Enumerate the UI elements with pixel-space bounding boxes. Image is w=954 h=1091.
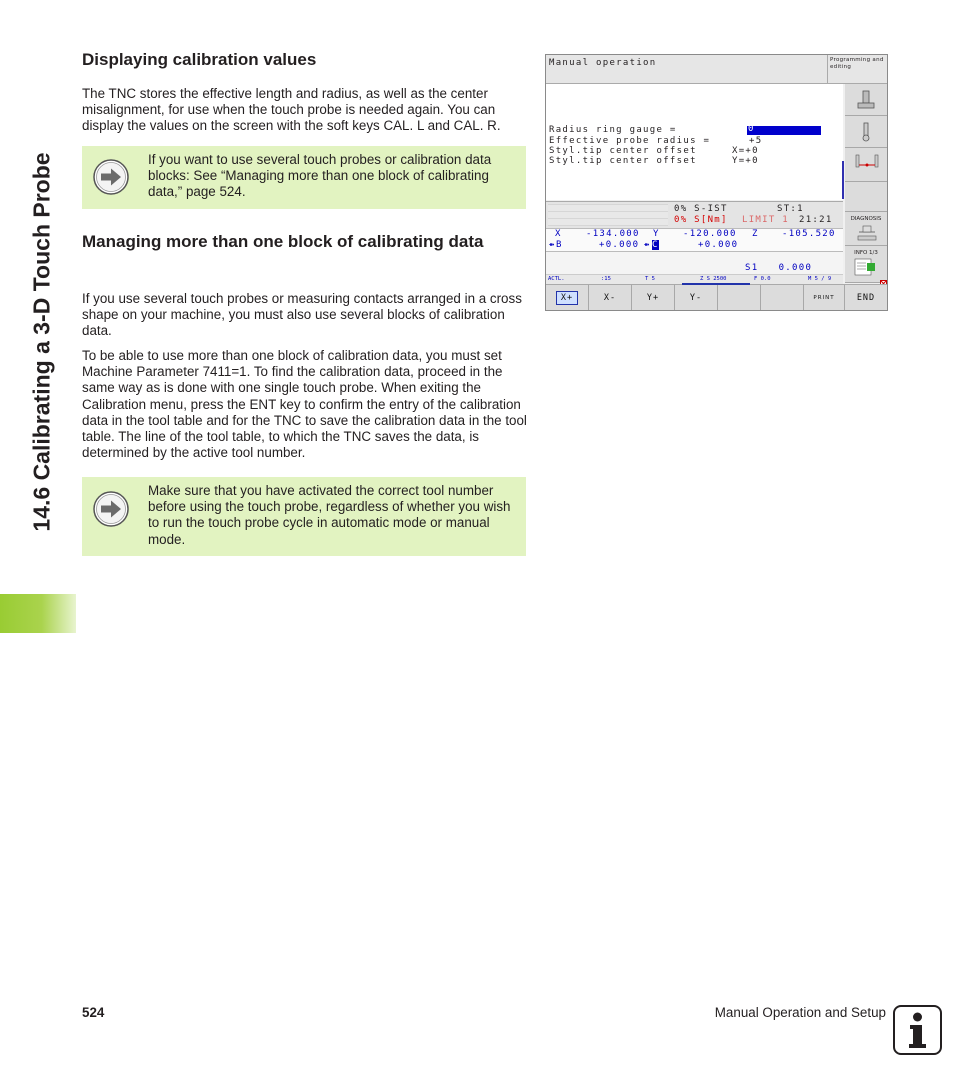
note-box-2 (82, 477, 526, 556)
note-text-2: Make sure that you have activated the correct tool number before using the touch probe, regardless of whether you wish to run the touch probe cycle in automatic mode or manual mode. (148, 483, 511, 547)
right-softkey-1[interactable] (845, 84, 887, 116)
arrow-right-icon (92, 158, 130, 196)
softkey-empty-6[interactable] (761, 284, 804, 310)
spindle-display: S1 0.000 (745, 263, 813, 273)
softkey-empty-5[interactable] (718, 284, 761, 310)
note-text-1: If you want to use several touch probes or calibration data blocks: See “Managing more than one block of calibrating data,” page 524. (148, 152, 492, 200)
softkey-row-indicator (682, 283, 750, 285)
counter-display: :15 (601, 276, 611, 282)
field-label-offset-x: Styl.tip center offset (549, 146, 697, 156)
axis-c-label: C (652, 240, 659, 250)
torque-display: 0% S[Nm] (674, 215, 728, 225)
right-softkey-info[interactable] (845, 246, 887, 283)
probe-length-icon (855, 89, 877, 111)
info-doc-icon (854, 257, 880, 277)
axis-y-value: -120.000 (683, 229, 737, 239)
mode-title: Manual operation (549, 58, 657, 68)
axis-c-value: +0.000 (698, 240, 739, 250)
actl-label: ACTL. (548, 276, 565, 282)
screen-main (546, 84, 843, 200)
right-softkey-3[interactable] (845, 148, 887, 182)
axis-y-label: Y (653, 229, 660, 239)
probe-radius-icon (855, 121, 877, 143)
axis-z-value: -105.520 (782, 229, 836, 239)
right-softkey-2[interactable] (845, 116, 887, 148)
input-highlight[interactable] (747, 126, 821, 135)
axis-positions: X -134.000 Y -120.000 Z -105.520 ⇻ B +0.000 ⇻ C +0.000 (546, 228, 843, 251)
field-label-radius: Effective probe radius = (549, 136, 711, 146)
right-softkey-diagnosis[interactable] (845, 212, 887, 246)
tool-t: T 5 (645, 276, 655, 282)
arrow-right-icon (92, 490, 130, 528)
axis-x-value: -134.000 (586, 229, 640, 239)
status-bargraph (548, 204, 668, 226)
screen-header (546, 55, 828, 84)
chapter-footer: Manual Operation and Setup (714, 1005, 886, 1020)
section2-paragraph-1: If you use several touch probes or measuring contacts arranged in a cross shape on your machine, you must also use several blocks of calibration data. (82, 291, 522, 339)
field-value-offset-x: X=+0 (732, 146, 759, 156)
section-heading-managing: Managing more than one block of calibrating data (82, 232, 484, 251)
side-title-text: 14.6 Calibrating a 3-D Touch Probe (28, 152, 55, 532)
status-bottom (546, 251, 843, 284)
axis-b-value: +0.000 (599, 240, 640, 250)
tnc-screenshot (545, 54, 888, 311)
note-box-1 (82, 146, 526, 209)
status-top (546, 201, 843, 228)
section-heading-displaying: Displaying calibration values (82, 50, 317, 69)
softkey-x-minus[interactable]: X- (589, 284, 632, 310)
scrollbar[interactable] (842, 161, 844, 199)
field-value-ring: 0 (748, 124, 755, 134)
feed-f: F 0.0 (754, 276, 771, 282)
axis-x-label: X (555, 229, 562, 239)
softkey-end[interactable]: END (845, 284, 887, 310)
diagnosis-icon (855, 224, 879, 242)
misc-m: M 5 / 9 (808, 276, 832, 282)
chapter-thumb-tab (0, 594, 76, 633)
info-icon (893, 1005, 942, 1055)
softkey-x-plus[interactable]: X+ (546, 284, 589, 310)
section2-paragraph-2: To be able to use more than one block of calibration data, you must set Machine Parameter 7411=1. To find the calibration data, proceed in the same way as is done with one single touch probe. When exiting the Calibration menu, press the ENT key to confirm the entry of the calibration data in the tool table and for the TNC to save the calibration data in the tool table. The line of the tool table, to which the TNC saves the data, is determined by the active tool number. (82, 348, 527, 461)
page-number: 524 (82, 1005, 105, 1020)
field-value-radius: +5 (749, 136, 763, 146)
softkey-y-plus[interactable]: Y+ (632, 284, 675, 310)
field-label-ring: Radius ring gauge = (549, 125, 677, 135)
axis-b-label: B (556, 240, 563, 250)
tool-st: ST:1 (777, 204, 804, 214)
right-softkey-4[interactable] (845, 182, 887, 212)
field-label-offset-y: Styl.tip center offset (549, 156, 697, 166)
chapter-side-title (24, 52, 60, 632)
axis-z-label: Z (752, 229, 759, 239)
section1-paragraph: The TNC stores the effective length and radius, as well as the center misalignment, for use when the touch probe is needed again. You can display the values on the screen with the soft keys CAL. L and CAL. R. (82, 86, 501, 134)
limit-display: LIMIT 1 (742, 215, 790, 225)
feed-override: 0% S-IST (674, 204, 728, 214)
softkey-y-minus[interactable]: Y- (675, 284, 718, 310)
mode-secondary: Programming and editing (830, 57, 884, 70)
info-label: INFO 1/3 (854, 250, 878, 256)
probe-offset-icon (851, 153, 883, 175)
softkey-print[interactable]: PRINT (804, 284, 845, 310)
secondary-mode (828, 55, 887, 84)
field-value-offset-y: Y=+0 (732, 156, 759, 166)
diagnosis-label: DIAGNOSIS (850, 216, 882, 222)
clock: 21:21 (799, 215, 833, 225)
tool-z-s: Z S 2500 (700, 276, 727, 282)
